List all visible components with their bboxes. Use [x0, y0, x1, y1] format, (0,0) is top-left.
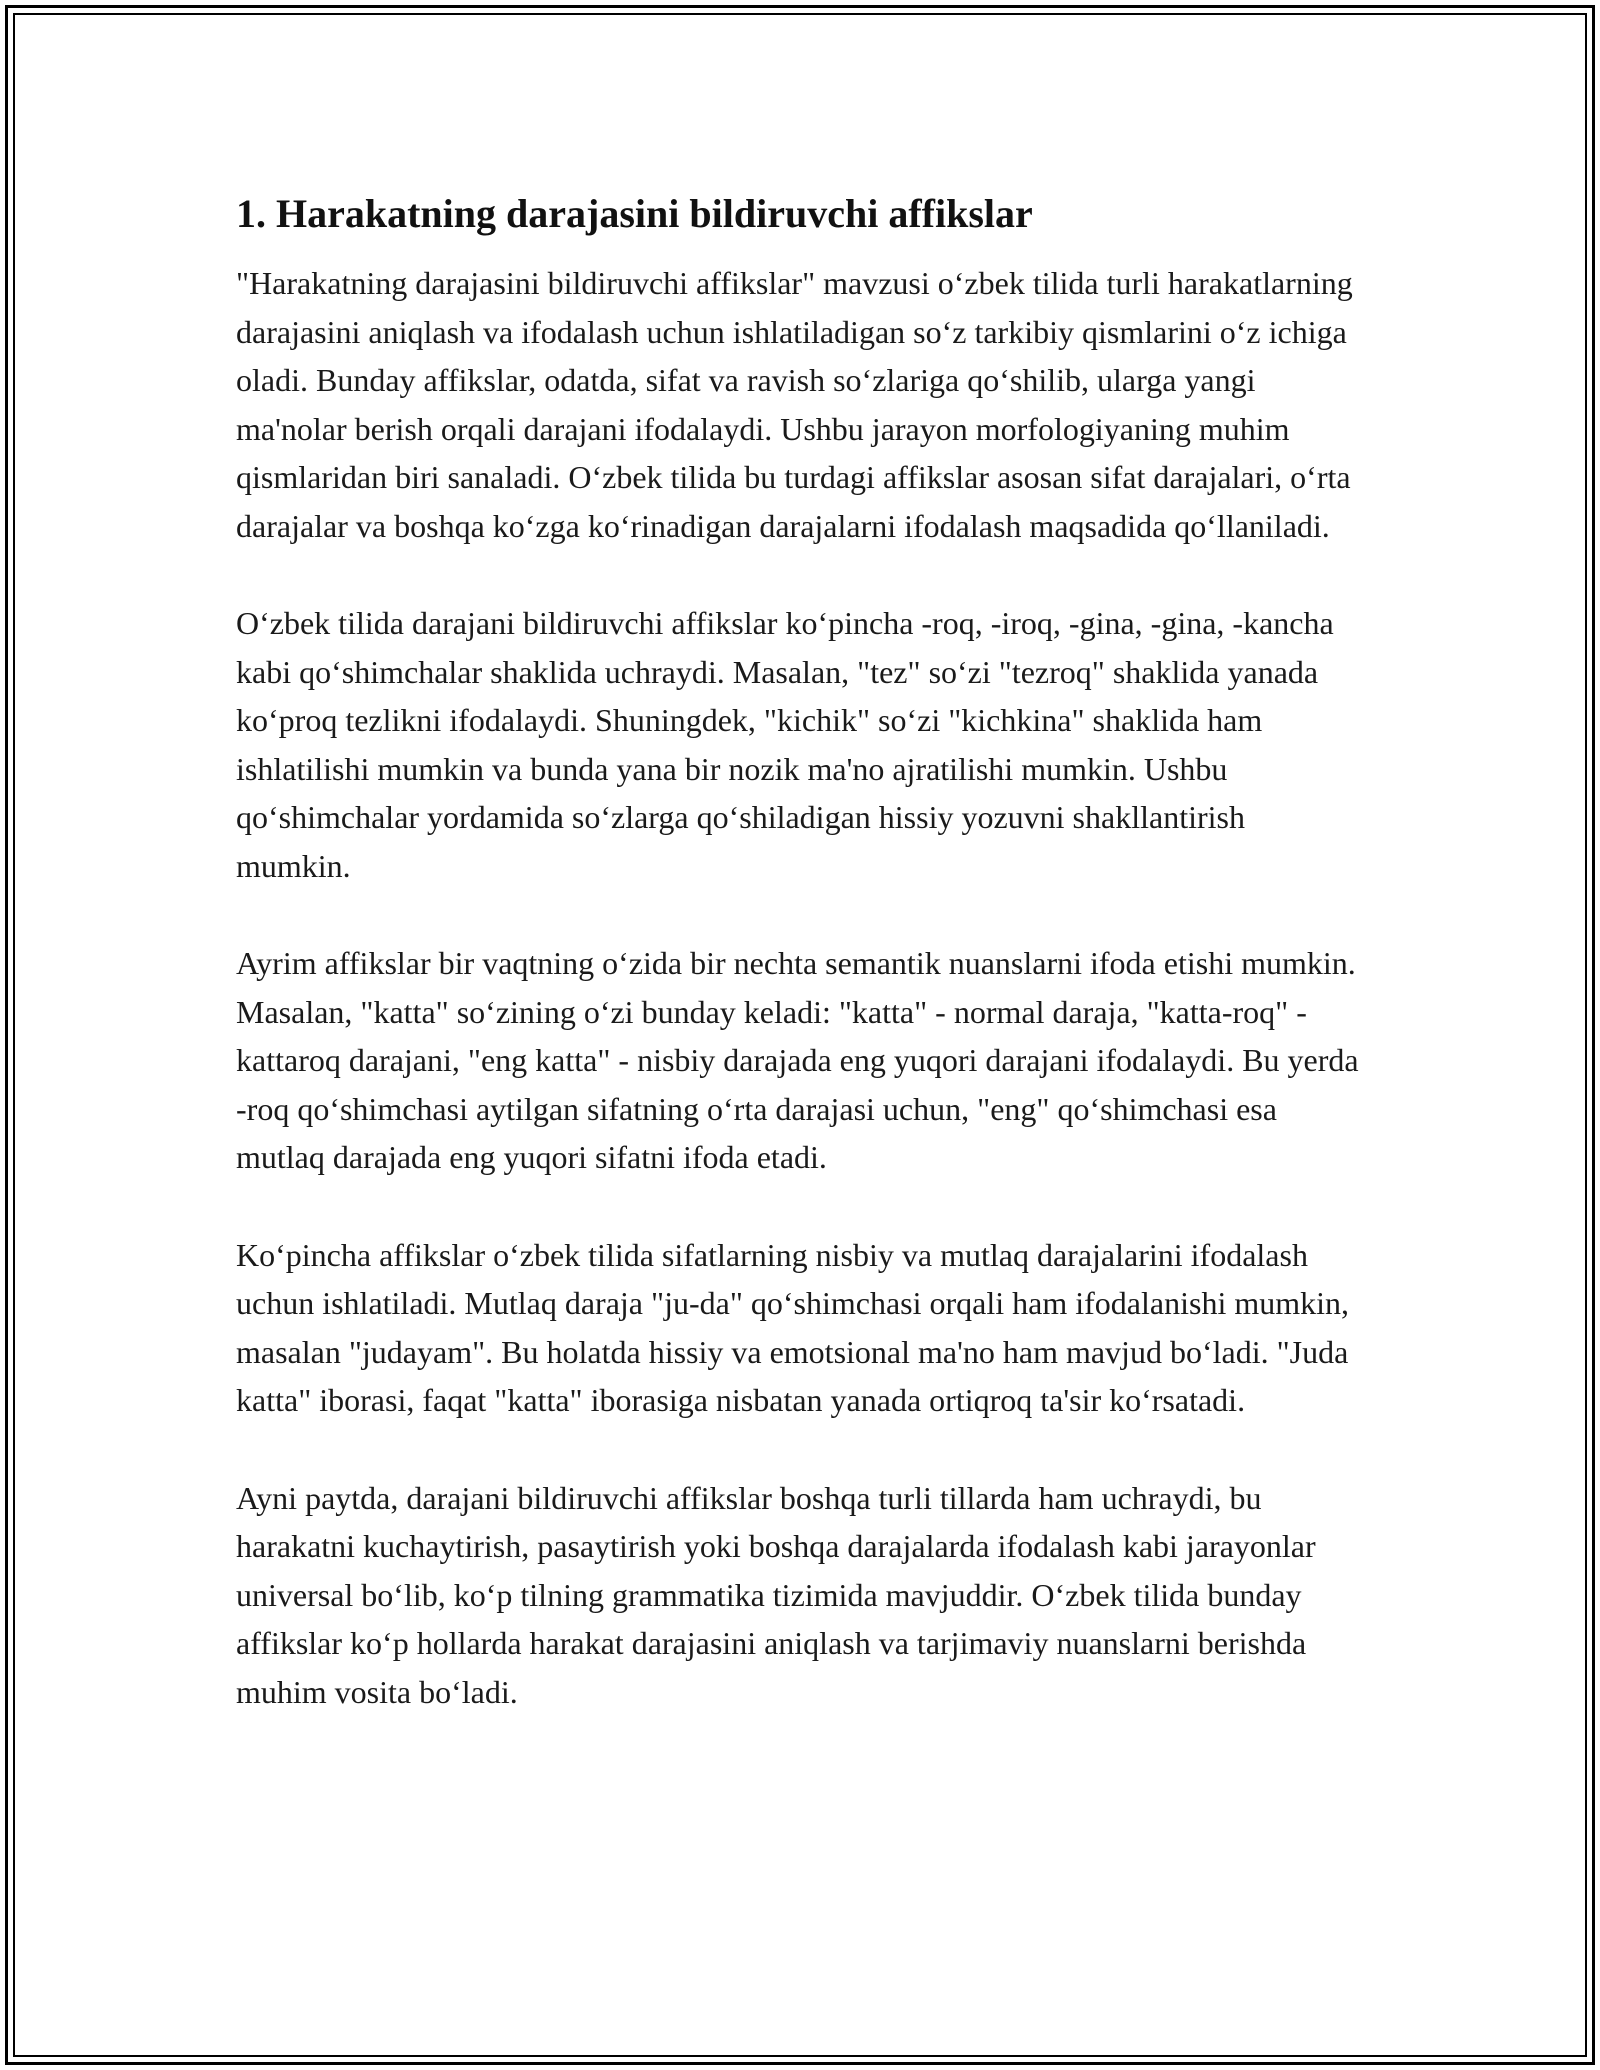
paragraph-1: "Harakatning darajasini bildiruvchi affikslar" mavzusi o‘zbek tilida turli harakatlarning darajasini aniqlash va ifodalash uchun ishlatiladigan so‘z tarkibiy qismlarini o‘z ichiga oladi. Bunday affikslar, odatda, sifat va ravish so‘zlariga qo‘shilib, ularga yangi ma'nolar berish orqali darajani ifodalaydi. Ushbu jarayon morfologiyaning muhim qismlaridan biri sanaladi. O‘zbek tilida bu turdagi affikslar asosan sifat darajalari, o‘rta darajalar va boshqa ko‘zga ko‘rinadigan darajalarni ifodalash maqsadida qo‘llaniladi.	[236, 265, 1353, 544]
document-body	[236, 186, 1366, 1716]
paragraph-4: Ko‘pincha affikslar o‘zbek tilida sifatlarning nisbiy va mutlaq darajalarini ifodalash uchun ishlatiladi. Mutlaq daraja "ju-da" qo‘shimchasi orqali ham ifodalanishi mumkin, masalan "judayam". Bu holatda hissiy va emotsional ma'no ham mavjud bo‘ladi. "Juda katta" iborasi, faqat "katta" iborasiga nisbatan yanada ortiqroq ta'sir ko‘rsatadi.	[236, 1236, 1349, 1418]
paragraph-2: O‘zbek tilida darajani bildiruvchi affikslar ko‘pincha -roq, -iroq, -gina, -gina, -kancha kabi qo‘shimchalar shaklida uchraydi. Masalan, "tez" so‘zi "tezroq" shaklida yanada ko‘proq tezlikni ifodalaydi. Shuningdek, "kichik" so‘zi "kichkina" shaklida ham ishlatilishi mumkin va bunda yana bir nozik ma'no ajratilishi mumkin. Ushbu qo‘shimchalar yordamida so‘zlarga qo‘shiladigan hissiy yozuvni shakllantirish mumkin.	[236, 605, 1334, 884]
section-heading: 1. Harakatning darajasini bildiruvchi affikslar	[236, 191, 1033, 236]
paragraph-5: Ayni paytda, darajani bildiruvchi affikslar boshqa turli tillarda ham uchraydi, bu harakatni kuchaytirish, pasaytirish yoki boshqa darajalarda ifodalash kabi jarayonlar universal bo‘lib, ko‘p tilning grammatika tizimida mavjuddir. O‘zbek tilida bunday affikslar ko‘p hollarda harakat darajasini aniqlash va tarjimaviy nuanslarni berishda muhim vosita bo‘ladi.	[236, 1479, 1316, 1710]
paragraph-3: Ayrim affikslar bir vaqtning o‘zida bir nechta semantik nuanslarni ifoda etishi mumkin. Masalan, "katta" so‘zining o‘zi bunday keladi: "katta" - normal daraja, "katta-roq" - kattaroq darajani, "eng katta" - nisbiy darajada eng yuqori darajani ifodalaydi. Bu yerda -roq qo‘shimchasi aytilgan sifatning o‘rta darajasi uchun, "eng" qo‘shimchasi esa mutlaq darajada eng yuqori sifatni ifoda etadi.	[236, 945, 1359, 1175]
